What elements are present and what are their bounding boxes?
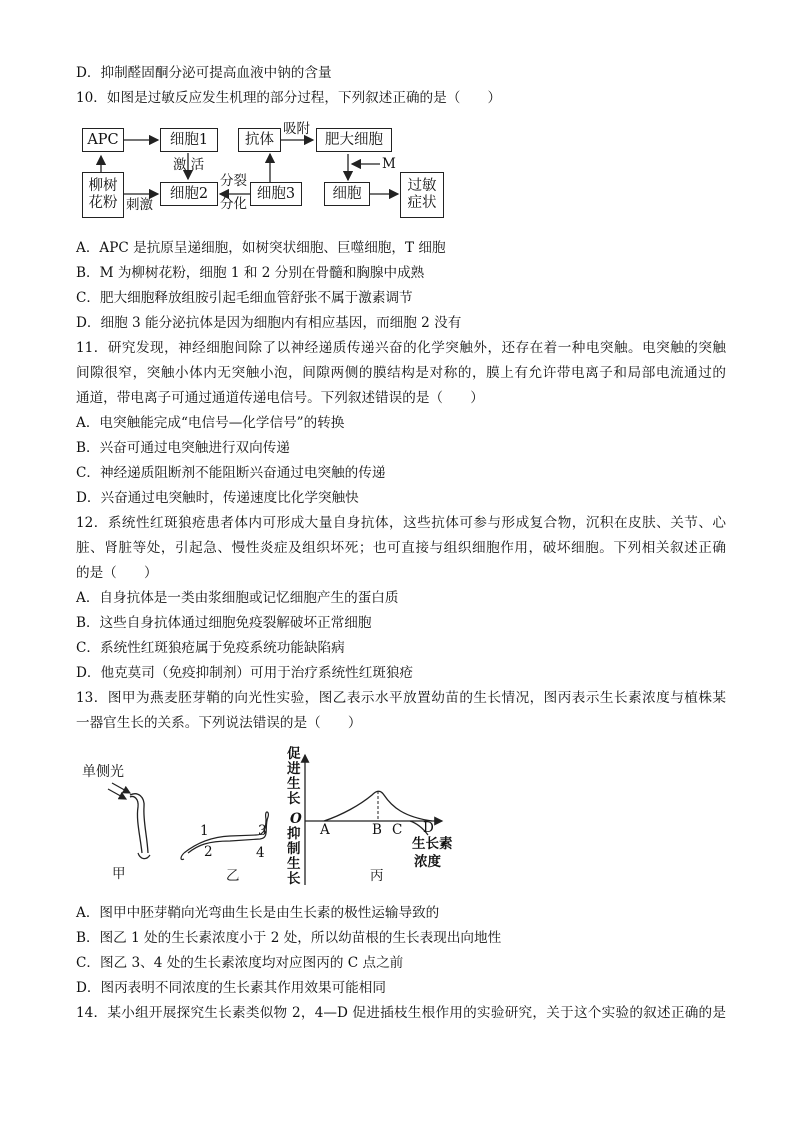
pollen-line2: 花粉: [88, 195, 118, 211]
differentiate-label: 分化: [220, 196, 247, 212]
cell3-box: 细胞3: [250, 182, 302, 206]
allergy-line1: 过敏: [407, 178, 437, 194]
point-a-label: A: [320, 822, 330, 838]
promote-char-3: 生: [287, 776, 301, 792]
promote-char-4: 长: [287, 791, 301, 807]
pollen-line1: 柳树: [88, 178, 118, 194]
cell2-box: 细胞2: [160, 182, 218, 206]
q11-option-b: B．兴奋可通过电突触进行双向传递: [76, 440, 290, 456]
allergy-symptom-box: [400, 172, 444, 218]
inhibit-growth-label: [287, 827, 301, 887]
figure-bing-label: 丙: [370, 868, 384, 884]
q13-option-d: D．图丙表明不同浓度的生长素其作用效果可能相同: [76, 980, 386, 996]
seedling-point-2: 2: [204, 844, 213, 860]
q10-stem: 10．如图是过敏反应发生机理的部分过程，下列叙述正确的是（ ）: [76, 90, 502, 106]
q12-stem-line2: 脏、肾脏等处，引起急、慢性炎症及组织坏死；也可直接与组织细胞作用，破坏细胞。下列相关叙述正确: [76, 540, 726, 556]
q13-option-b: B．图乙 1 处的生长素浓度小于 2 处，所以幼苗根的生长表现出向地性: [76, 930, 502, 946]
promote-char-1: 促: [287, 746, 301, 762]
q11-stem-line1: 11．研究发现，神经细胞间除了以神经递质传递兴奋的化学突触外，还存在着一种电突触。电突触的突触: [76, 340, 726, 356]
mast-cell-box: 肥大细胞: [316, 128, 392, 152]
q10-option-a: A．APC 是抗原呈递细胞，如树突状细胞、巨噬细胞，T 细胞: [76, 240, 446, 256]
cell-box: 细胞: [324, 182, 370, 206]
q12-option-d: D．他克莫司（免疫抑制剂）可用于治疗系统性红斑狼疮: [76, 665, 414, 681]
figure-jia-label: 甲: [112, 866, 126, 882]
m-label: M: [382, 156, 396, 172]
q13-stem-line2: 一器官生长的关系。下列说法错误的是（ ）: [76, 715, 362, 731]
q11-stem-line2: 间隙很窄，突触小体内无突触小泡，间隙两侧的膜结构是对称的，膜上有允许带电离子和局部电流通过的: [76, 365, 726, 381]
q10-option-b: B．M 为柳树花粉，细胞 1 和 2 分别在骨髓和胸腺中成熟: [76, 265, 425, 281]
q12-option-c: C．系统性红斑狼疮属于免疫系统功能缺陷病: [76, 640, 345, 656]
willow-pollen-box: [82, 172, 124, 218]
q10-option-c: C．肥大细胞释放组胺引起毛细血管舒张不属于激素调节: [76, 290, 413, 306]
q13-option-a: A．图甲中胚芽鞘向光弯曲生长是由生长素的极性运输导致的: [76, 905, 440, 921]
antibody-box: 抗体: [238, 128, 281, 152]
x-axis-label-line1: 生长素: [412, 836, 453, 852]
seedling-point-4: 4: [256, 845, 265, 861]
q12-option-a: A．自身抗体是一类由浆细胞或记忆细胞产生的蛋白质: [76, 590, 399, 606]
q12-stem-line3: 的是（ ）: [76, 565, 158, 581]
inhibit-char-1: 抑: [287, 826, 301, 842]
figure-yi-label: 乙: [226, 868, 240, 884]
allergy-line2: 症状: [407, 195, 437, 211]
cell1-box: 细胞1: [160, 128, 218, 152]
q11-option-a: A．电突触能完成“电信号—化学信号”的转换: [76, 415, 345, 431]
promote-growth-label: [287, 747, 301, 807]
stimulate-label: 刺激: [126, 197, 153, 213]
q14-stem-line1: 14．某小组开展探究生长素类似物 2，4—D 促进插枝生根作用的实验研究，关于这个实验的叙述正确的是: [76, 1005, 726, 1021]
divide-label: 分裂: [220, 173, 247, 189]
inhibit-char-2: 制: [287, 841, 301, 857]
apc-box: APC: [82, 128, 124, 152]
q11-stem-line3: 通道，带电离子可通过通道传递电信号。下列叙述错误的是（ ）: [76, 390, 484, 406]
unilateral-light-label: 单侧光: [82, 764, 124, 780]
activate-label: 激 活: [173, 157, 205, 173]
q12-option-b: B．这些自身抗体通过细胞免疫裂解破坏正常细胞: [76, 615, 372, 631]
inhibit-char-3: 生: [287, 856, 301, 872]
seedling-point-1: 1: [200, 823, 209, 839]
q11-option-d: D．兴奋通过电突触时，传递速度比化学突触快: [76, 490, 359, 506]
q13-figure: [80, 745, 480, 890]
q11-option-c: C．神经递质阻断剂不能阻断兴奋通过电突触的传递: [76, 465, 386, 481]
q10-option-d: D．细胞 3 能分泌抗体是因为细胞内有相应基因，而细胞 2 没有: [76, 315, 462, 331]
origin-label: O: [290, 811, 302, 827]
promote-char-2: 进: [287, 761, 301, 777]
seedling-point-3: 3: [258, 823, 267, 839]
q10-allergy-diagram: [80, 122, 450, 222]
q12-stem-line1: 12．系统性红斑狼疮患者体内可形成大量自身抗体，这些抗体可参与形成复合物，沉积在皮肤、关节、心: [76, 515, 726, 531]
q13-stem-line1: 13．图甲为燕麦胚芽鞘的向光性实验，图乙表示水平放置幼苗的生长情况，图丙表示生长素浓度与植株某: [76, 690, 726, 706]
q13-option-c: C．图乙 3、4 处的生长素浓度均对应图丙的 C 点之前: [76, 955, 404, 971]
adsorb-label: 吸附: [283, 121, 310, 137]
q9-option-d: D．抑制醛固酮分泌可提高血液中钠的含量: [76, 65, 332, 81]
point-c-label: C: [392, 822, 403, 838]
x-axis-label-line2: 浓度: [414, 854, 441, 870]
inhibit-char-4: 长: [287, 871, 301, 887]
point-d-label: D: [423, 820, 434, 836]
point-b-label: B: [372, 822, 382, 838]
